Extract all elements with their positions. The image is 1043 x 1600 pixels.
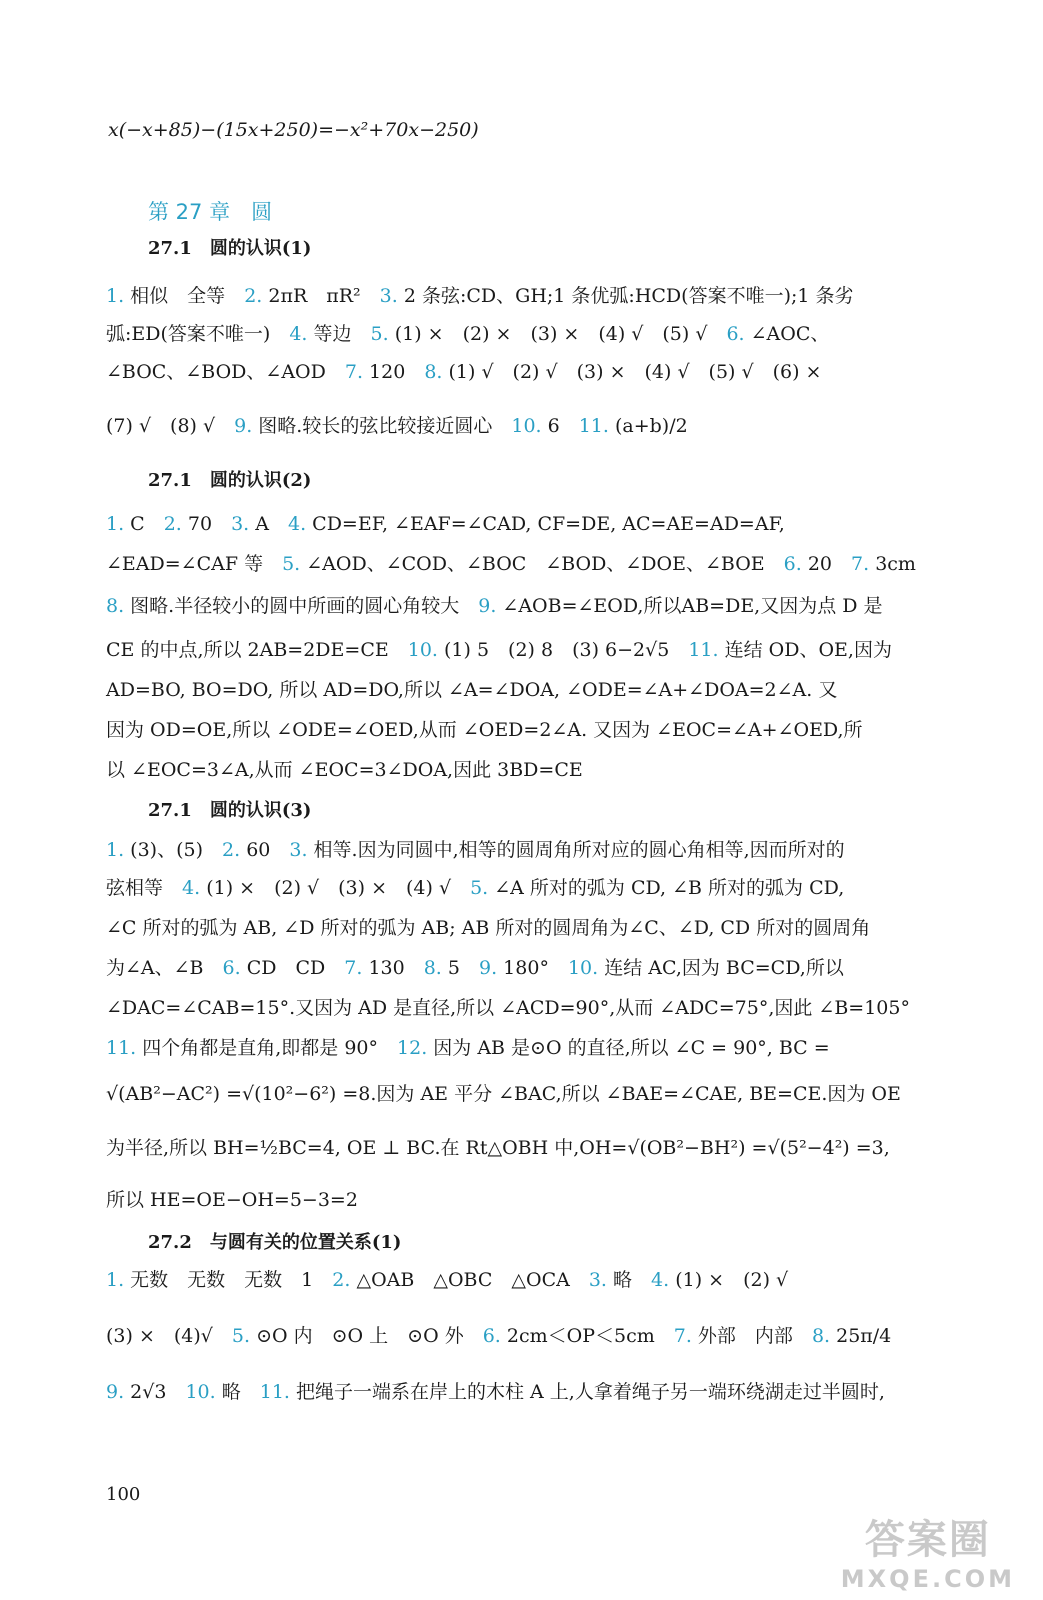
- section-title: 27.1 圆的认识(3): [148, 800, 312, 821]
- question-number: 9.: [106, 1381, 125, 1403]
- section-title: 27.1 圆的认识(2): [148, 470, 312, 491]
- answer-line: 因为 OD=OE,所以 ∠ODE=∠OED,从而 ∠OED=2∠A. 又因为 ∠EOC=∠A+∠OED,所: [106, 719, 863, 741]
- watermark-line1: 答案圈: [864, 1517, 991, 1563]
- question-number: 3.: [379, 285, 398, 307]
- question-number: 8.: [424, 361, 443, 383]
- answer-line: 11. 四个角都是直角,即都是 90° 12. 因为 AB 是⊙O 的直径,所以 ∠C = 90°, BC =: [106, 1037, 830, 1059]
- question-number: 5.: [282, 553, 301, 575]
- question-number: 6.: [783, 553, 802, 575]
- answer-line: ∠C 所对的弧为 AB, ∠D 所对的弧为 AB; AB 所对的圆周角为∠C、∠D, CD 所对的圆周角: [106, 917, 871, 939]
- question-number: 4.: [287, 513, 307, 535]
- question-number: 8.: [423, 957, 442, 979]
- answer-line: 1. C 2. 70 3. A 4. CD=EF, ∠EAF=∠CAD, CF=DE, AC=AE=AD=AF,: [106, 513, 785, 535]
- answer-line: 1. 无数 无数 无数 1 2. △OAB △OBC △OCA 3. 略 4. (1) × (2) √: [106, 1269, 789, 1291]
- question-number: 7.: [344, 361, 363, 383]
- question-number: 4.: [651, 1269, 670, 1291]
- question-number: 7.: [673, 1325, 692, 1347]
- question-number: 9.: [478, 595, 497, 617]
- answer-line: 1. (3)、(5) 2. 60 3. 相等.因为同圆中,相等的圆周角所对应的圆心角相等,因而所对的: [106, 839, 845, 861]
- answer-line: ∠BOC、∠BOD、∠AOD 7. 120 8. (1) √ (2) √ (3) × (4) √ (5) √ (6) ×: [106, 361, 822, 383]
- answer-line: (7) √ (8) √ 9. 图略.较长的弦比较接近圆心 10. 6 11. (a+b)/2: [106, 415, 688, 437]
- chapter-title: 第 27 章 圆: [148, 200, 273, 224]
- answer-line: 以 ∠EOC=3∠A,从而 ∠EOC=3∠DOA,因此 3BD=CE: [106, 759, 583, 781]
- watermark-line2: MXQE.COM: [840, 1565, 1015, 1593]
- answer-line: 为半径,所以 BH=½BC=4, OE ⊥ BC.在 Rt△OBH 中,OH=√(OB²−BH²) =√(5²−4²) =3,: [106, 1137, 890, 1159]
- question-number: 2.: [332, 1269, 351, 1291]
- question-number: 12.: [397, 1037, 428, 1059]
- question-number: 10.: [407, 639, 438, 661]
- question-number: 8.: [106, 595, 125, 617]
- answer-line: √(AB²−AC²) =√(10²−6²) =8.因为 AE 平分 ∠BAC,所以 ∠BAE=∠CAE, BE=CE.因为 OE: [106, 1083, 901, 1105]
- question-number: 1.: [106, 839, 125, 861]
- page-number: 100: [106, 1484, 141, 1505]
- question-number: 2.: [163, 513, 182, 535]
- answer-line: 为∠A、∠B 6. CD CD 7. 130 8. 5 9. 180° 10. 连结 AC,因为 BC=CD,所以: [106, 957, 844, 979]
- answer-line: 9. 2√3 10. 略 11. 把绳子一端系在岸上的木柱 A 上,人拿着绳子另一端环绕湖走过半圆时,: [106, 1381, 885, 1403]
- question-number: 5.: [370, 323, 389, 345]
- question-number: 7.: [344, 957, 363, 979]
- question-number: 11.: [259, 1381, 290, 1403]
- question-number: 6.: [726, 323, 745, 345]
- section-title: 27.2 与圆有关的位置关系(1): [148, 1232, 402, 1253]
- question-number: 6.: [482, 1325, 501, 1347]
- question-number: 4.: [289, 323, 308, 345]
- question-number: 9.: [479, 957, 498, 979]
- question-number: 9.: [234, 415, 253, 437]
- question-number: 3.: [231, 513, 250, 535]
- question-number: 1.: [106, 285, 125, 307]
- answer-line: ∠DAC=∠CAB=15°.又因为 AD 是直径,所以 ∠ACD=90°,从而 ∠ADC=75°,因此 ∠B=105°: [106, 997, 910, 1019]
- equation-line: x(−x+85)−(15x+250)=−x²+70x−250): [108, 119, 479, 141]
- question-number: 11.: [688, 639, 719, 661]
- question-number: 8.: [811, 1325, 831, 1347]
- answer-line: 弦相等 4. (1) × (2) √ (3) × (4) √ 5. ∠A 所对的弧为 CD, ∠B 所对的弧为 CD,: [106, 877, 845, 899]
- watermark-logo: [841, 1508, 1015, 1593]
- question-number: 4.: [182, 877, 201, 899]
- question-number: 10.: [567, 957, 599, 979]
- question-number: 10.: [511, 415, 542, 437]
- question-number: 2.: [244, 285, 263, 307]
- question-number: 5.: [470, 877, 489, 899]
- question-number: 11.: [578, 415, 609, 437]
- answer-line: 所以 HE=OE−OH=5−3=2: [106, 1189, 358, 1211]
- question-number: 3.: [588, 1269, 607, 1291]
- answer-line: CE 的中点,所以 2AB=2DE=CE 10. (1) 5 (2) 8 (3) 6−2√5 11. 连结 OD、OE,因为: [106, 639, 892, 661]
- question-number: 1.: [106, 1269, 125, 1291]
- section-title: 27.1 圆的认识(1): [148, 238, 312, 259]
- answer-line: 弧:ED(答案不唯一) 4. 等边 5. (1) × (2) × (3) × (4) √ (5) √ 6. ∠AOC、: [106, 323, 830, 345]
- answer-line: (3) × (4)√ 5. ⊙O 内 ⊙O 上 ⊙O 外 6. 2cm＜OP＜5cm 7. 外部 内部 8. 25π/4: [106, 1325, 892, 1347]
- answer-line: ∠EAD=∠CAF 等 5. ∠AOD、∠COD、∠BOC ∠BOD、∠DOE、∠BOE 6. 20 7. 3cm: [106, 553, 916, 575]
- answer-line: 8. 图略.半径较小的圆中所画的圆心角较大 9. ∠AOB=∠EOD,所以AB=DE,又因为点 D 是: [106, 595, 883, 617]
- question-number: 1.: [106, 513, 125, 535]
- question-number: 7.: [851, 553, 870, 575]
- answer-line: AD=BO, BO=DO, 所以 AD=DO,所以 ∠A=∠DOA, ∠ODE=∠A+∠DOA=2∠A. 又: [106, 679, 838, 701]
- question-number: 5.: [231, 1325, 251, 1347]
- question-number: 10.: [185, 1381, 216, 1403]
- question-number: 6.: [222, 957, 241, 979]
- question-number: 3.: [289, 839, 308, 861]
- question-number: 11.: [106, 1037, 137, 1059]
- answer-line: 1. 相似 全等 2. 2πR πR² 3. 2 条弦:CD、GH;1 条优弧:HCD(答案不唯一);1 条劣: [106, 285, 854, 307]
- question-number: 2.: [222, 839, 241, 861]
